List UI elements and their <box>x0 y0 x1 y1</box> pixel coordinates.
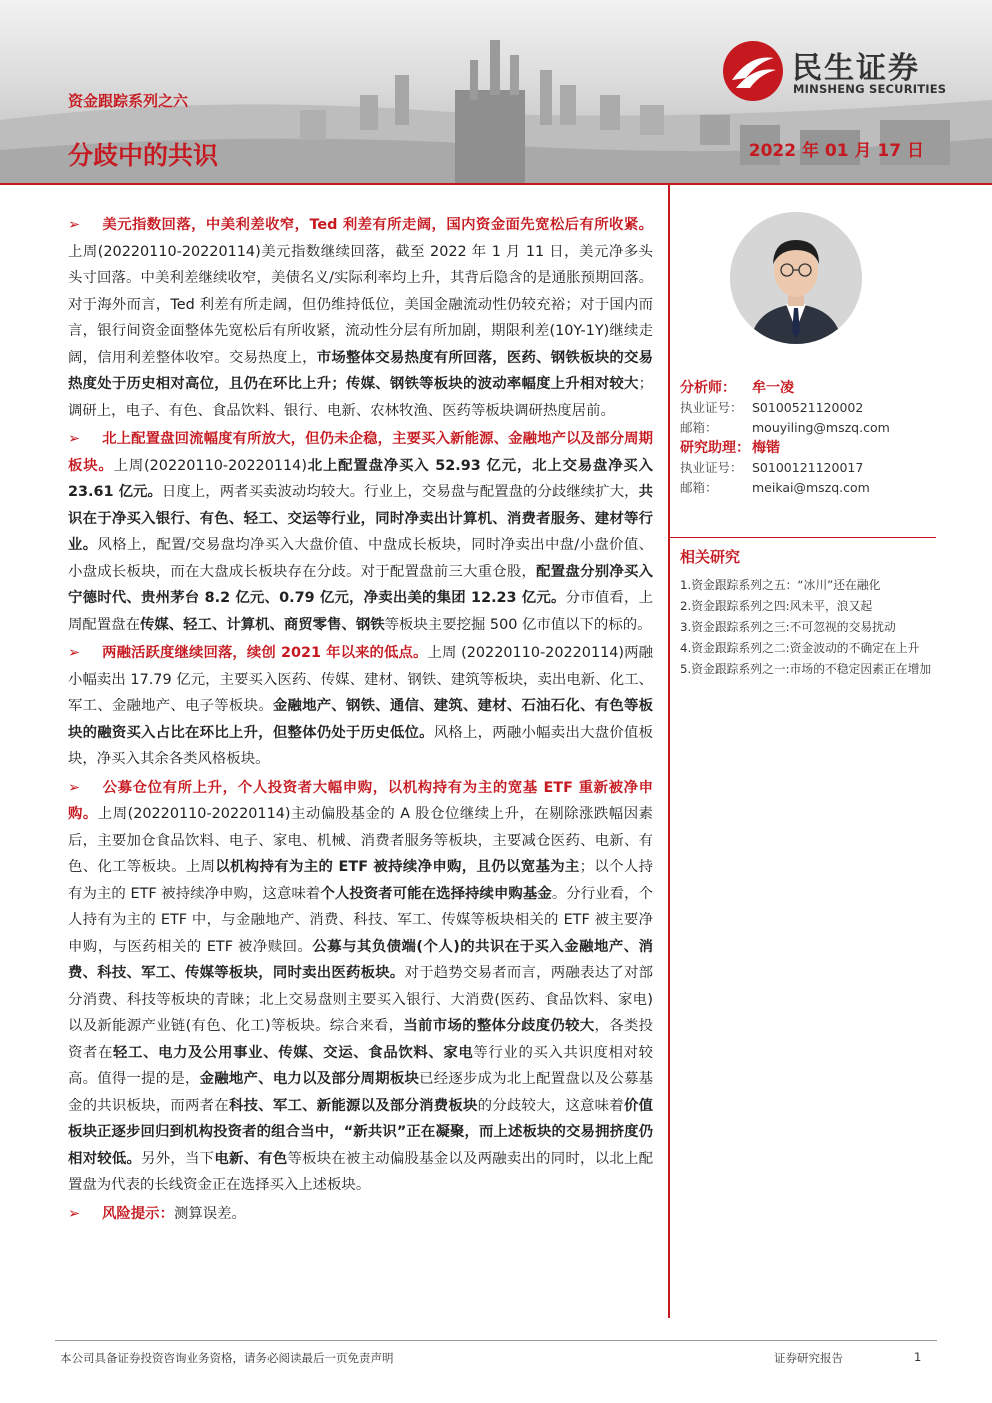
paragraph-text: 风格上，两融小幅卖出大盘价值板块，净买入其余各类风格板块。 <box>68 724 653 767</box>
report-body <box>68 212 653 1229</box>
page-number: 1 <box>914 1350 922 1364</box>
paragraph-text: 等行业的买入共识度相对较高。值得一提的是， <box>68 1044 653 1087</box>
header-banner <box>0 0 992 183</box>
footer-divider <box>55 1340 937 1341</box>
cert-row <box>680 458 936 478</box>
paragraph-lead: 风险提示： <box>102 1205 174 1222</box>
assistant-row <box>680 438 936 458</box>
paragraph-emphasis: 北上配置盘净买入 52.93 亿元，北上交易盘净买入 23.61 亿元。 <box>68 457 653 500</box>
bullet-arrow-icon: ➢ <box>68 779 81 796</box>
bullet-arrow-icon: ➢ <box>68 1205 81 1222</box>
footer-disclaimer: 本公司具备证券投资咨询业务资格，请务必阅读最后一页免责声明 <box>60 1351 394 1365</box>
footer-report-type: 证券研究报告 <box>774 1351 843 1365</box>
cert-row <box>680 398 936 418</box>
banner-divider <box>0 183 992 185</box>
related-research-item[interactable]: 4.资金跟踪系列之二:资金波动的不确定在上升 <box>680 641 920 655</box>
report-date: 2022 年 01 月 17 日 <box>748 141 924 161</box>
cert-label: 执业证号： <box>680 460 743 475</box>
paragraph-emphasis: 电新、有色 <box>214 1150 288 1167</box>
paragraph-emphasis: 配置盘分别净买入宁德时代、贵州茅台 8.2 亿元、0.79 亿元，净卖出美的集团 12.23 亿元。 <box>68 563 653 606</box>
logo-text-en: MINSHENG SECURITIES <box>793 82 947 96</box>
analyst-label: 分析师： <box>680 380 736 396</box>
bullet-arrow-icon: ➢ <box>68 645 81 661</box>
paragraph-lead: 公募仓位有所上升，个人投资者大幅申购，以机构持有为主的宽基 ETF 重新被净申购。 <box>68 779 653 822</box>
paragraph-3 <box>68 640 653 773</box>
paragraph-emphasis: 轻工、电力及公用事业、传媒、交运、食品饮料、家电 <box>113 1044 474 1061</box>
sidebar-divider <box>670 537 936 538</box>
related-research-item[interactable]: 5.资金跟踪系列之一:市场的不稳定因素正在增加 <box>680 662 932 676</box>
analyst-row <box>680 378 936 398</box>
paragraph-text: 。分行业看，个人持有为主的 ETF 中，与金融地产、消费、科技、军工、传媒等板块相关的 ETF 被主要净申购，与医药相关的 ETF 被净赎回。 <box>68 885 653 955</box>
related-research-item[interactable]: 2.资金跟踪系列之四:风未平，浪又起 <box>680 599 873 613</box>
assistant-name: 梅锴 <box>752 440 780 456</box>
paragraph-emphasis: 共识在于净买入银行、有色、轻工、交运等行业，同时净卖出计算机、消费者服务、建材等行业。 <box>68 484 653 553</box>
assistant-label: 研究助理： <box>680 440 750 456</box>
minsheng-logo <box>722 40 972 102</box>
paragraph-text: 等板块在被主动偏股基金以及两融卖出的同时，以北上配置盘为代表的长线资金正在选择买入上述板块。 <box>68 1150 653 1193</box>
paragraph-4 <box>68 775 653 1199</box>
related-research-item[interactable]: 1.资金跟踪系列之五：“冰川”还在融化 <box>680 578 881 592</box>
report-title: 分歧中的共识 <box>68 141 219 170</box>
paragraph-text: 上周(20220110-20220114)主动偏股基金的 A 股仓位继续上升，在剔除涨跌幅因素后，主要加仓食品饮料、电子、家电、机械、消费者服务等板块，主要减仓医药、电新、有色、化工等板块。上周 <box>68 806 653 875</box>
bullet-arrow-icon: ➢ <box>68 217 81 233</box>
paragraph-1 <box>68 212 653 424</box>
paragraph-text: ，各类投资者在 <box>68 1018 653 1061</box>
paragraph-lead: 两融活跃度继续回落，续创 2021 年以来的低点。 <box>102 645 428 661</box>
paragraph-emphasis: 科技、军工、新能源以及部分消费板块 <box>228 1097 478 1114</box>
series-label: 资金跟踪系列之六 <box>68 92 189 110</box>
paragraph-text: 对于趋势交易者而言，两融表达了对部分消费、科技等板块的青睐；北上交易盘则主要买入银行、大消费(医药、食品饮料、家电)以及新能源产业链(有色、化工)等板块。综合来看， <box>68 965 653 1034</box>
related-research <box>680 546 936 680</box>
paragraph-emphasis: 传媒、轻工、计算机、商贸零售、钢铁 <box>139 616 385 633</box>
paragraph-2 <box>68 426 653 638</box>
cert-label: 执业证号： <box>680 400 743 415</box>
paragraph-text: ；以个人持有为主的 ETF 被持续净申购，这意味着 <box>68 859 653 902</box>
paragraph-5 <box>68 1201 653 1228</box>
column-divider <box>668 183 670 1318</box>
paragraph-text: 风格上，配置/交易盘均净买入大盘价值、中盘成长板块，同时净卖出中盘/小盘价值、小盘成长板块，而在大盘成长板块存在分歧。对于配置盘前三大重仓股， <box>68 537 653 580</box>
paragraph-emphasis: 当前市场的整体分歧度仍较大 <box>403 1018 595 1034</box>
email-label: 邮箱： <box>680 420 718 435</box>
assistant-email[interactable]: meikai@mszq.com <box>752 480 870 495</box>
analyst-photo <box>730 212 862 344</box>
logo-text-cn: 民生证券 <box>792 51 920 86</box>
paragraph-text: 等板块主要挖掘 500 亿市值以下的标的。 <box>384 616 652 633</box>
paragraph-text: 的分歧较大，这意味着 <box>477 1097 624 1114</box>
paragraph-text: 另外，当下 <box>141 1150 215 1167</box>
paragraph-lead: 美元指数回落，中美利差收窄，Ted 利差有所走阔，国内资金面先宽松后有所收紧。 <box>102 217 653 233</box>
paragraph-text: 分市值看，上周配置盘在 <box>68 590 653 633</box>
email-row <box>680 478 936 498</box>
assistant-cert: S0100121120017 <box>752 460 864 475</box>
paragraph-emphasis: 市场整体交易热度有所回落，医药、钢铁板块的交易热度处于历史相对高位，且仍在环比上升；传媒、钢铁等板块的波动率幅度上升相对较大 <box>68 349 653 392</box>
bullet-arrow-icon: ➢ <box>68 431 81 447</box>
analyst-portrait-icon <box>730 212 862 344</box>
paragraph-emphasis: 金融地产、钢铁、通信、建筑、建材、石油石化、有色等板块的融资买入占比在环比上升，但整体仍处于历史低位。 <box>68 698 653 741</box>
paragraph-text: 上周 (20220110-20220114)两融小幅卖出 17.79 亿元，主要买入医药、传媒、建材、钢铁、建筑等板块，卖出电新、化工、军工、金融地产、电子等板块。 <box>68 645 653 714</box>
email-row <box>680 418 936 438</box>
paragraph-emphasis: 金融地产、电力以及部分周期板块 <box>199 1071 420 1087</box>
analyst-info <box>680 378 936 498</box>
paragraph-emphasis: 价值板块正逐步回归到机构投资者的组合当中，“新共识”正在凝聚，而上述板块的交易拥挤度仍相对较低。 <box>68 1097 653 1167</box>
related-research-title: 相关研究 <box>680 548 741 566</box>
paragraph-text: 上周(20220110-20220114) <box>113 457 307 474</box>
paragraph-emphasis: 个人投资者可能在选择持续申购基金 <box>320 885 552 902</box>
paragraph-emphasis: 公募与其负债端(个人)的共识在于买入金融地产、消费、科技、军工、传媒等板块，同时卖出医药板块。 <box>68 938 654 981</box>
analyst-email[interactable]: mouyiling@mszq.com <box>752 420 890 435</box>
related-research-item[interactable]: 3.资金跟踪系列之三:不可忽视的交易扰动 <box>680 620 896 634</box>
email-label: 邮箱： <box>680 480 718 495</box>
paragraph-text: 日度上，两者买卖波动均较大。行业上，交易盘与配置盘的分歧继续扩大， <box>161 484 639 500</box>
paragraph-text: 测算误差。 <box>173 1205 246 1222</box>
minsheng-logo-icon <box>722 40 784 102</box>
analyst-name: 牟一凌 <box>752 380 794 396</box>
analyst-cert: S0100521120002 <box>752 400 864 415</box>
paragraph-text: 上周(20220110-20220114)美元指数继续回落，截至 2022 年 1 月 11 日，美元净多头头寸回落。中美利差继续收窄，美债名义/实际利率均上升，其背后隐含的是通胀预期回落。对于海外而言，Ted 利差有所走阔，但仍维持低位，美国金融流动性仍较充裕；对于国内而言，银行间资金面整体先宽松后有所收紧，流动性分层有所加剧，期限利差(10Y-1Y)继续走阔，信用利差整体收窄。交易热度上， <box>68 243 653 366</box>
paragraph-text: ；调研上，电子、有色、食品饮料、银行、电新、农林牧渔、医药等板块调研热度居前。 <box>68 376 653 419</box>
paragraph-lead: 北上配置盘回流幅度有所放大，但仍未企稳，主要买入新能源、金融地产以及部分周期板块。 <box>68 431 653 474</box>
paragraph-text: 已经逐步成为北上配置盘以及公募基金的共识板块，而两者在 <box>68 1071 653 1114</box>
paragraph-emphasis: 以机构持有为主的 ETF 被持续净申购，且仍以宽基为主 <box>215 859 580 875</box>
